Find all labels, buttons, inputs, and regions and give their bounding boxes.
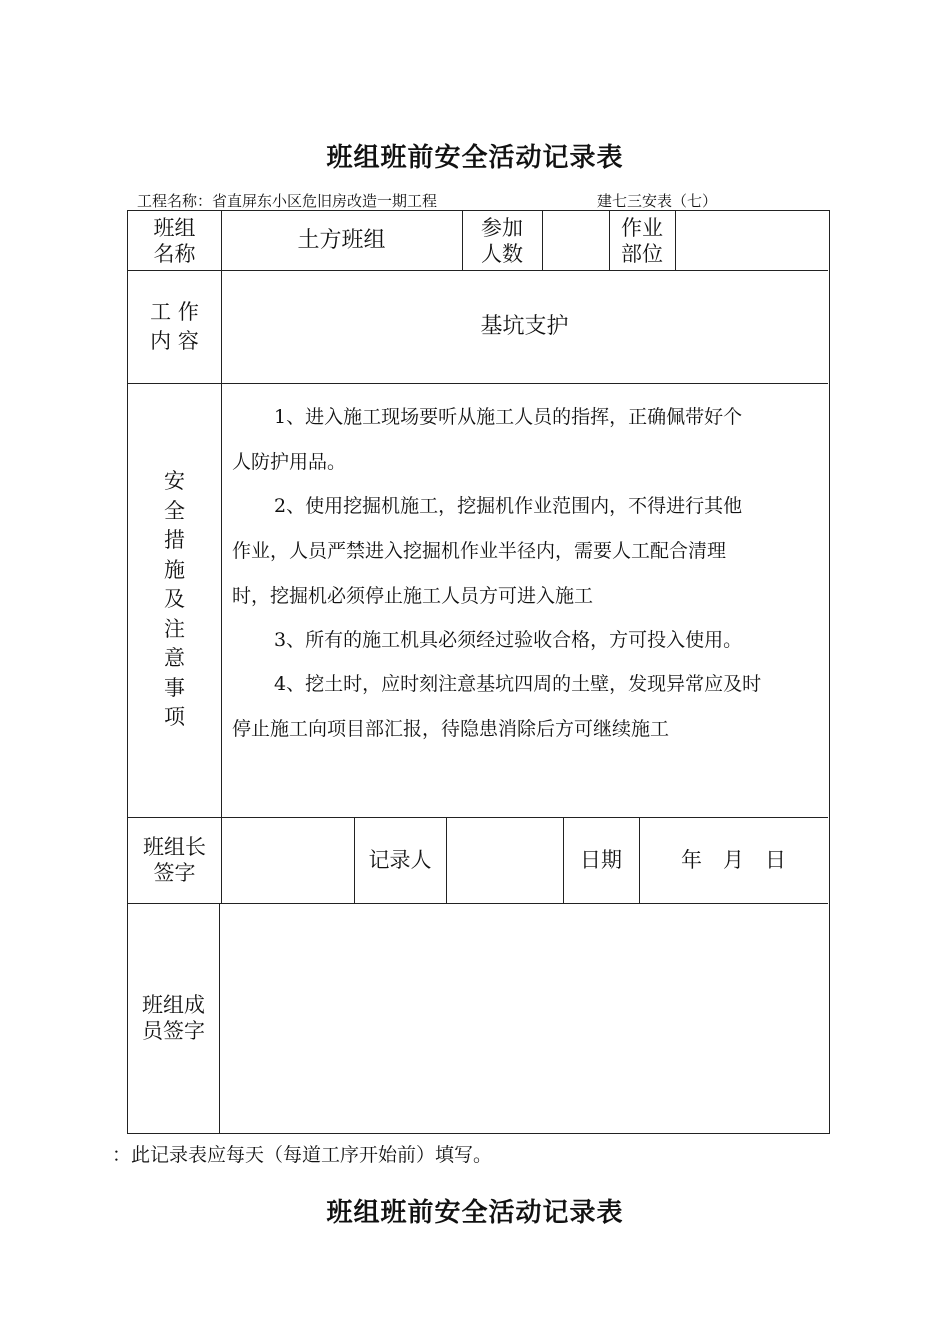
safety-measure-line: 2、使用挖掘机施工，挖掘机作业范围内，不得进行其他 xyxy=(274,495,743,517)
label-char: 注 xyxy=(164,616,185,641)
label-char: 项 xyxy=(164,705,185,730)
recorder-value xyxy=(446,817,563,903)
work-content-value: 基坑支护 xyxy=(480,313,569,339)
work-content-label: 工 作 内 容 xyxy=(150,299,199,353)
form-title: 班组班前安全活动记录表 xyxy=(326,143,624,173)
members-sign-area xyxy=(219,903,828,1133)
label-char: 事 xyxy=(164,675,185,700)
date-value: 年 月 日 xyxy=(681,848,786,872)
safety-measure-line: 停止施工向项目部汇报，待隐患消除后方可继续施工 xyxy=(232,718,670,740)
team-name-value: 土方班组 xyxy=(297,227,386,253)
safety-measure-line: 人防护用品。 xyxy=(232,451,347,473)
work-location-value xyxy=(675,211,828,270)
safety-measure-line: 作业，人员严禁进入挖掘机作业半径内，需要人工配合清理 xyxy=(232,540,727,562)
label-char: 安 xyxy=(164,469,185,494)
safety-measure-line: 1、进入施工现场要听从施工人员的指挥，正确佩带好个 xyxy=(274,406,743,428)
record-table xyxy=(127,210,830,1134)
form-title-repeat: 班组班前安全活动记录表 xyxy=(326,1198,624,1228)
safety-measure-line: 时，挖掘机必须停止施工人员方可进入施工 xyxy=(232,585,594,607)
leader-sign-label: 班组长 签字 xyxy=(143,835,206,885)
safety-measures-label xyxy=(128,383,221,817)
label-char: 施 xyxy=(164,557,185,582)
row-divider xyxy=(128,383,828,384)
safety-measure-line: 3、所有的施工机具必须经过验收合格，方可投入使用。 xyxy=(274,629,743,651)
team-name-label: 班组 名称 xyxy=(153,215,196,266)
recorder-label: 记录人 xyxy=(368,848,432,872)
participants-value xyxy=(542,211,609,270)
form-note: ：此记录表应每天（每道工序开始前）填写。 xyxy=(112,1144,493,1166)
members-sign-label: 班组成 员签字 xyxy=(142,993,205,1043)
label-char: 意 xyxy=(164,646,185,671)
work-location-label: 作业 部位 xyxy=(621,215,663,266)
form-number: 建七三安表（七） xyxy=(597,192,718,210)
date-label: 日期 xyxy=(580,848,622,872)
participants-label: 参加 人数 xyxy=(481,215,523,266)
project-name: 工程名称：省直屏东小区危旧房改造一期工程 xyxy=(137,192,438,210)
safety-measure-line: 4、挖土时，应时刻注意基坑四周的土壁，发现异常应及时 xyxy=(274,673,762,695)
leader-sign-value xyxy=(221,817,354,903)
label-char: 措 xyxy=(164,528,185,553)
label-char: 及 xyxy=(164,587,185,612)
label-char: 全 xyxy=(164,498,185,523)
